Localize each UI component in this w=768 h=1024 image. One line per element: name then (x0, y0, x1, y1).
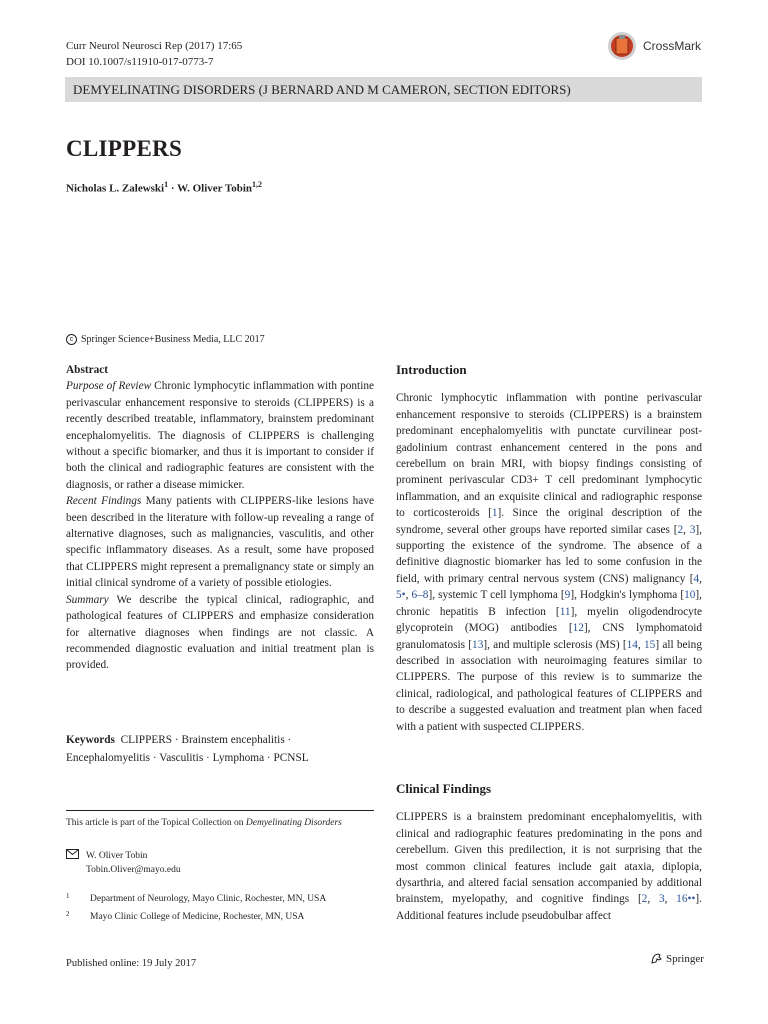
affiliation-text: Department of Neurology, Mayo Clinic, Rochester, MN, USA (90, 894, 327, 904)
clinical-findings-heading: Clinical Findings (396, 781, 491, 796)
citation-link[interactable]: 4 (693, 572, 700, 585)
text-run: CLIPPERS is a brainstem predominant encephalomyelitis, with clinical and radiographic features predominating in the pons and cerebellum. Given this predilection, it is not surprising that the most common clinical features include gait ataxia, diplopia, dysarthria, and altered facial sensation accompanied by additional brainstem, myelopathy, and cognitive findings [ (396, 811, 702, 906)
citation-link[interactable]: 6–8 (411, 589, 429, 602)
crossmark-icon (607, 31, 637, 61)
citation-link[interactable]: 3 (658, 893, 665, 906)
clinical-findings-paragraph (396, 809, 702, 924)
envelope-icon (66, 849, 79, 859)
citation-link[interactable]: 11 (559, 605, 571, 618)
topical-prefix: This article is part of the Topical Collection on (66, 818, 246, 828)
author-separator: · (168, 182, 178, 195)
affiliation-ref: 1,2 (252, 180, 262, 189)
corresponding-author (66, 849, 181, 877)
citation-link[interactable]: 16•• (676, 893, 696, 906)
citation-link[interactable]: 12 (572, 622, 584, 635)
copyright-notice (66, 334, 265, 345)
affiliation-number: 1 (66, 892, 70, 900)
doi[interactable]: DOI 10.1007/s11910-017-0773-7 (66, 56, 214, 68)
springer-label: Springer (666, 952, 704, 965)
author-name[interactable]: Nicholas L. Zalewski (66, 182, 165, 195)
journal-reference (66, 38, 242, 70)
summary-label: Summary (66, 593, 109, 606)
abstract-findings (66, 493, 374, 591)
keywords (66, 731, 374, 767)
citation-link[interactable]: 9 (564, 589, 571, 602)
purpose-text: Chronic lymphocytic inflammation with pontine perivascular enhancement responsive to steroids (CLIPPERS) is a recently described treatable, inflammatory, brainstem predominant encephalomyelitis. The diagnosis of CLIPPERS is challenging without a specific biomarker, and thus it is important to consider if both the clinical and radiographic features are consistent with the diagnosis, or rather a disease mimicker. (66, 380, 375, 491)
abstract-heading: Abstract (66, 364, 109, 376)
text-run: , (637, 638, 645, 651)
text-run: ], myelin oligodendrocyte glycoprotein (MOG) antibodies [ (396, 605, 702, 635)
citation-link[interactable]: 14 (626, 638, 638, 651)
introduction-section (396, 362, 702, 735)
citation-link[interactable]: 2 (677, 523, 684, 536)
purpose-label: Purpose of Review (66, 380, 152, 393)
author-name[interactable]: W. Oliver Tobin (177, 182, 252, 195)
text-run: Chronic lymphocytic inflammation with pontine perivascular enhancement responsive to steroids (CLIPPERS) is a brainstem predominant encephalomyelitis with punctate curvilinear post-gadolinium contrast enhancement centered in the pons and cerebellum on brain MRI, with biopsy findings consisting of prominent perivascular CD3+ T cell predominant lymphocytic inflammation, and an exquisite clinical and radiographic response to corticosteroids (396, 392, 702, 520)
section-header: DEMYELINATING DISORDERS (J BERNARD AND M CAMERON, SECTION EDITORS) (65, 77, 702, 102)
text-run: ], systemic T cell lymphoma [ (428, 589, 565, 602)
abstract (66, 362, 374, 674)
text-run: ], CNS lymphomatoid granulomatosis [ (396, 622, 703, 651)
text-run: ] all being described in association with neuroimaging features similar to CLIPPERS. The purpose of this review is to summarize the clinical, radiological, and pathological features of CLIPPERS and to describe a suggested evaluation and treatment plan when faced with a patient with suspected CLIPPERS. (396, 638, 702, 733)
affiliation-item (66, 912, 304, 922)
introduction-paragraph: Chronic lymphocytic inflammation with pontine perivascular enhancement responsive to steroids (CLIPPERS) is a brainstem predominant encephalomyelitis with punctate curvilinear post-gadolinium contrast enhancement centered in the pons and cerebellum on brain MRI, with biopsy findings consisting of prominent perivascular CD3+ T cell predominant lymphocytic inflammation, and an exquisite clinical and radiographic response to corticosteroids [1]. Since the original description of the syndrome, several other groups have reported similar cases [2, 3], supporting the existence of the syndrome. The absence of a definitive diagnostic biomarker has led to some confusion in the field, with primary central nervous system (CNS) malignancy [4, 5•, 6–8], systemic T cell lymphoma [9], Hodgkin's lymphoma [10], chronic hepatitis B infection [11], myelin oligodendrocyte glycoprotein (MOG) antibodies [12], CNS lymphomatoid granulomatosis [13], and multiple sclerosis (MS) [14, 15] all being described in association with neuroimaging features similar to CLIPPERS. The purpose of this review is to summarize the clinical, radiological, and pathological features of CLIPPERS and to describe a suggested evaluation and treatment plan when faced with a patient with suspected CLIPPERS. (396, 392, 703, 733)
author-list (66, 180, 262, 195)
text-run: , (683, 523, 690, 536)
citation-link[interactable]: 10 (684, 589, 696, 602)
citation-link[interactable]: 5• (396, 589, 406, 602)
affiliation-ref: 1 (164, 180, 169, 189)
text-run: ], chronic hepatitis B infection [ (396, 589, 702, 618)
affiliation-text: Mayo Clinic College of Medicine, Rochester, MN, USA (90, 912, 305, 922)
text-run: ], supporting the existence of the syndrome. The absence of a definitive diagnostic biomarker has led to some confusion in the field, with primary central nervous system (CNS) malignancy [ (396, 523, 702, 585)
text-run: , (664, 893, 677, 906)
contact-name: W. Oliver Tobin (86, 851, 148, 861)
crossmark-label: CrossMark (643, 39, 702, 53)
citation-link[interactable]: 13 (472, 638, 484, 651)
springer-horse-icon (650, 952, 663, 965)
clinical-findings-section (396, 781, 702, 924)
findings-text: Many patients with CLIPPERS-like lesions have been described in the literature with follow-up revealing a range of alternative diagnoses, such as malignancies, vasculitis, and other specific inflammatory diseases. As a result, some have proposed that CLIPPERS might represent a premalignancy state or simply an initial clinical syndrome of a variety of possible etiologies. (66, 495, 374, 590)
crossmark-badge[interactable] (607, 31, 701, 61)
text-run: , (699, 572, 702, 585)
text-run: ], and multiple sclerosis (MS) [ (483, 638, 627, 651)
citation-link[interactable]: 15 (644, 638, 656, 651)
text-run: , (647, 893, 659, 906)
publisher-logo (650, 952, 704, 965)
abstract-purpose (66, 378, 374, 493)
keywords-text: CLIPPERS · Brainstem encephalitis · Encephalomyelitis · Vasculitis · Lymphoma · PCNSL (66, 734, 309, 764)
text-run: , (405, 589, 412, 602)
journal-citation: Curr Neurol Neurosci Rep (2017) 17:65 (66, 40, 243, 52)
contact-email[interactable]: Tobin.Oliver@mayo.edu (86, 865, 181, 875)
text-run: . Since the original description of the syndrome, several other groups have reported similar cases [ (396, 507, 702, 536)
article-title: CLIPPERS (66, 136, 183, 161)
introduction-heading: Introduction (396, 362, 467, 377)
text-run: ], Hodgkin's lymphoma [ (570, 589, 685, 602)
abstract-summary (66, 592, 374, 674)
topical-collection-note (66, 818, 342, 828)
copyright-text: Springer Science+Business Media, LLC 2017 (81, 334, 265, 345)
citation-link[interactable]: 3 (689, 523, 696, 536)
citation-link[interactable]: 1 (491, 507, 498, 520)
published-date: Published online: 19 July 2017 (66, 958, 197, 969)
affiliation-number: 2 (66, 910, 70, 918)
copyright-icon: c (66, 334, 77, 345)
findings-label: Recent Findings (66, 495, 142, 508)
summary-text: We describe the typical clinical, radiographic, and pathological features of CLIPPERS and emphasize consideration for alternative diagnoses when findings are not classic. A recommended diagnostic evaluation and initial treatment plan is provided. (66, 593, 375, 672)
keywords-label: Keywords (66, 734, 115, 746)
footnote-divider (66, 810, 374, 811)
affiliation-item (66, 894, 326, 904)
citation-link[interactable]: 2 (641, 893, 648, 906)
topical-collection-link[interactable]: Demyelinating Disorders (245, 818, 342, 828)
text-run: ]. Additional features include pseudobulbar affect (396, 893, 702, 922)
